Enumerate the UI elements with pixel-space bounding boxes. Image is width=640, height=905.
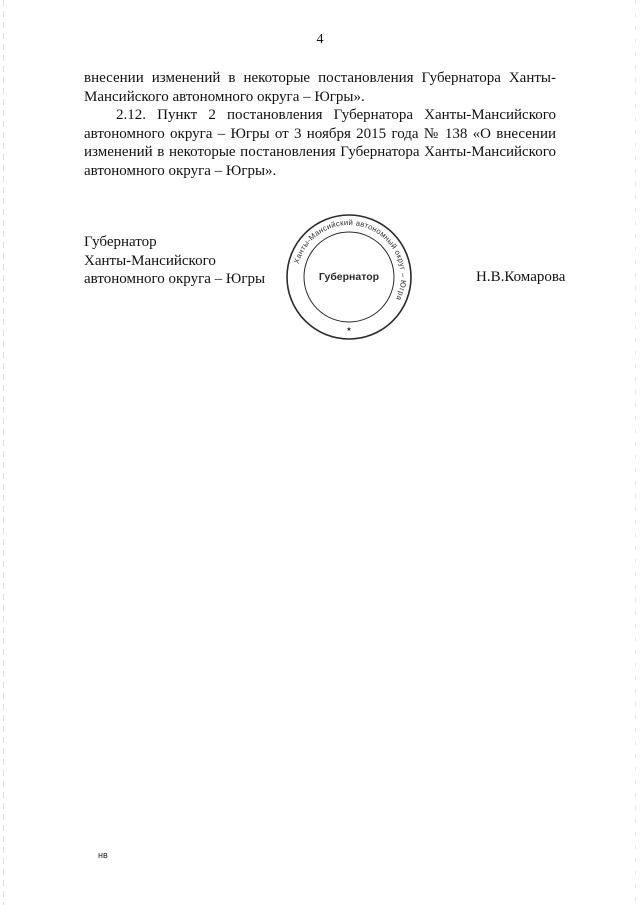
signatory-title — [84, 233, 265, 289]
footer-mark: нв — [98, 850, 108, 860]
paragraph-line: автономного округа – Югры». — [84, 162, 277, 179]
paragraph-line: внесении изменений в некоторые постановления Губернатора Ханты- — [84, 70, 556, 86]
paragraph-line: автономного округа – Югры от 3 ноября 2015 года № 138 «О внесении — [84, 125, 556, 142]
paragraph-line: Мансийского автономного округа – Югры». — [84, 88, 365, 105]
paragraph-continuation — [84, 69, 556, 106]
seal-ring-text: Ханты-Мансийский автономный округ – Югра — [291, 217, 409, 302]
signatory-title-line: автономного округа – Югры — [84, 271, 266, 287]
seal-bottom-star: ★ — [346, 327, 352, 333]
scan-edge-left — [3, 0, 4, 905]
seal-center-text: Губернатор — [318, 271, 380, 283]
page-number: 4 — [316, 32, 324, 47]
paragraph-line: изменений в некоторые постановления Губернатора Ханты-Мансийского — [84, 144, 556, 160]
paragraph-item-2-12 — [84, 106, 556, 180]
official-seal — [285, 213, 413, 341]
scan-edge-right — [635, 0, 636, 905]
signatory-name: Н.В.Комарова — [476, 269, 566, 285]
paragraph-line: 2.12. Пункт 2 постановления Губернатора Ханты-Мансийского — [116, 107, 556, 123]
signatory-title-line: Губернатор — [84, 234, 157, 250]
signatory-title-line: Ханты-Мансийского — [84, 252, 216, 269]
